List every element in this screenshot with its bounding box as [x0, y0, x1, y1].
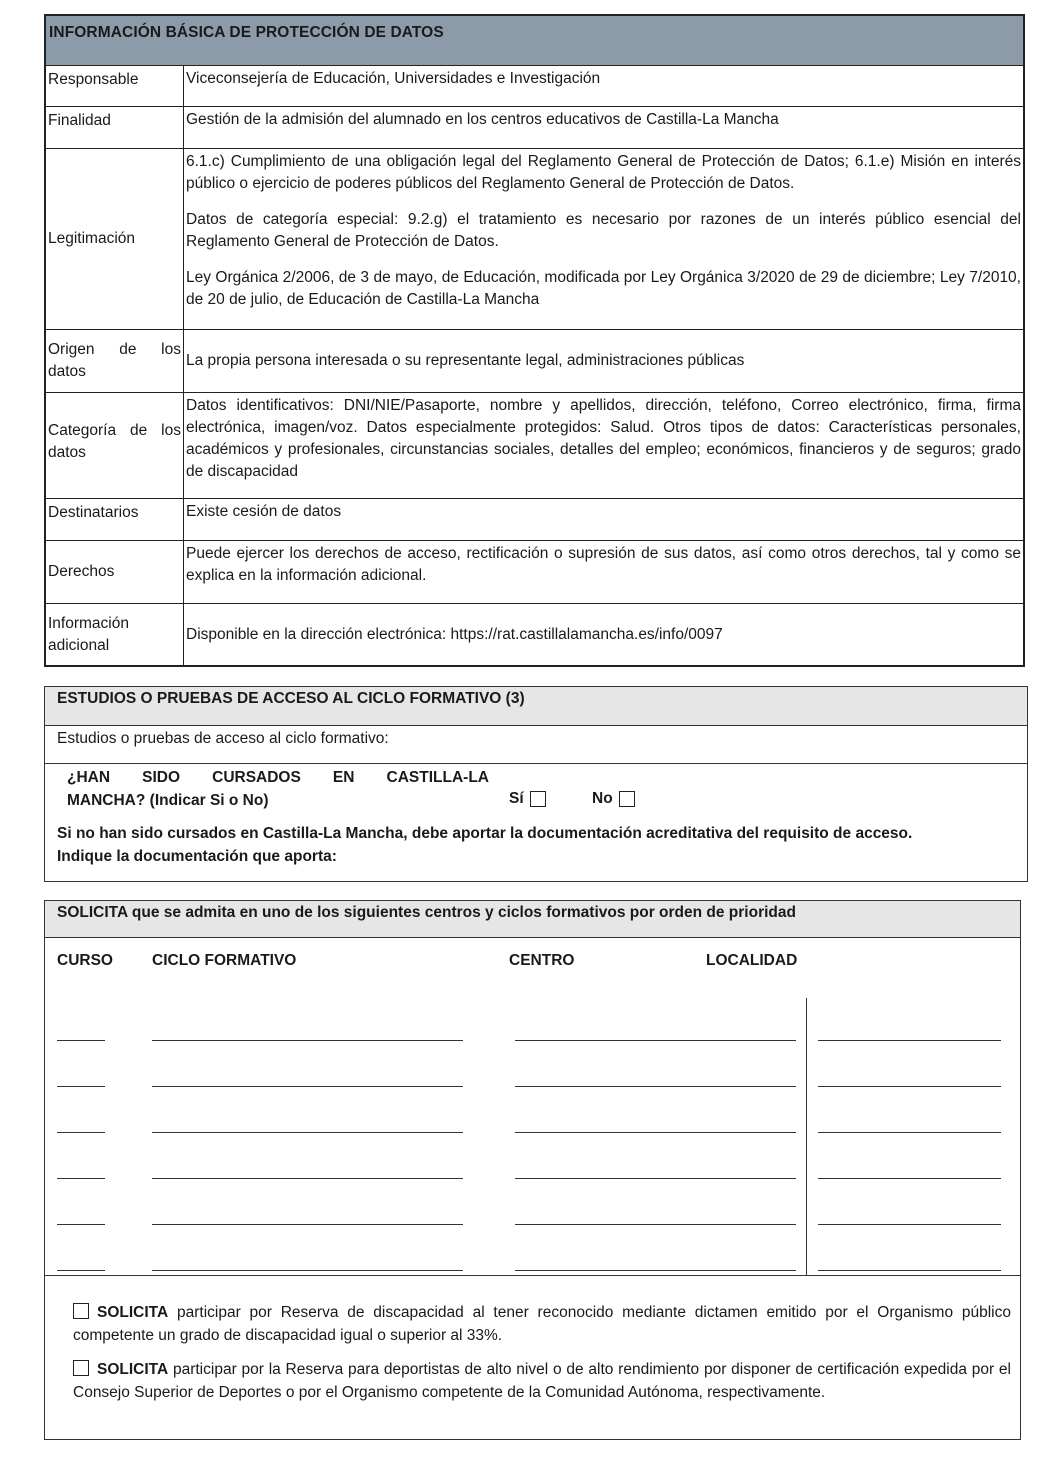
localidad-field[interactable] — [818, 1224, 1001, 1225]
responsable-value: Viceconsejería de Educación, Universidades e Investigación — [186, 70, 601, 87]
reserva-discapacidad-text: participar por Reserva de discapacidad al tener reconocido mediante dictamen emitido por el Organismo público competente un grado de discapacidad igual o superior al 33%. — [73, 1304, 1011, 1344]
reserva-discapacidad-checkbox[interactable] — [73, 1303, 89, 1319]
info-adicional-label — [46, 604, 184, 665]
reserva-discapacidad-bold: SOLICITA — [97, 1304, 169, 1321]
curso-field[interactable] — [57, 1178, 105, 1179]
localidad-field[interactable] — [818, 1040, 1001, 1041]
note-line-1: Si no han sido cursados en Castilla-La Mancha, debe aportar la documentación acreditativa del requisito de acceso. — [57, 825, 913, 842]
curso-field[interactable] — [57, 1270, 105, 1271]
reserva-deportistas — [73, 1358, 1011, 1404]
legitimacion-value — [184, 149, 1023, 329]
ciclo-field[interactable] — [152, 1040, 463, 1041]
solicita-title: SOLICITA que se admita en uno de los siguientes centros y ciclos formativos por orden de prioridad — [45, 901, 1020, 938]
categoria-label-word: de — [130, 421, 148, 439]
no-checkbox[interactable] — [619, 791, 635, 807]
documentacion-note — [57, 822, 1027, 868]
info-adicional-label-line: Información — [48, 614, 129, 632]
categoria-label-word: los — [161, 421, 181, 439]
curso-field[interactable] — [57, 1086, 105, 1087]
ciclo-field[interactable] — [152, 1224, 463, 1225]
col-curso-header: CURSO — [57, 952, 113, 969]
curso-field[interactable] — [57, 1040, 105, 1041]
legitimacion-paragraph-2: Datos de categoría especial: 9.2.g) el tratamiento es necesario por razones de un interés público esencial del Reglamento General de Protección de Datos. — [186, 211, 1021, 250]
si-option — [509, 790, 546, 808]
destinatarios-row — [46, 499, 1023, 541]
finalidad-label: Finalidad — [46, 107, 184, 148]
info-adicional-label-line: adicional — [48, 636, 110, 654]
si-label: Sí — [509, 790, 524, 807]
solicita-section — [44, 900, 1021, 1440]
centro-field[interactable] — [515, 1086, 796, 1087]
origen-label-word: los — [161, 341, 181, 358]
si-checkbox[interactable] — [530, 791, 546, 807]
no-label: No — [592, 790, 613, 807]
centro-field[interactable] — [515, 1132, 796, 1133]
responsable-row — [46, 66, 1023, 107]
data-protection-table — [44, 14, 1025, 667]
cursados-question — [67, 766, 489, 812]
priority-grid — [45, 938, 1020, 1276]
curso-field[interactable] — [57, 1132, 105, 1133]
derechos-label: Derechos — [46, 541, 184, 603]
localidad-field[interactable] — [818, 1086, 1001, 1087]
curso-field[interactable] — [57, 1224, 105, 1225]
question-word: EN — [332, 769, 355, 786]
centro-field[interactable] — [515, 1270, 796, 1271]
derechos-value: Puede ejercer los derechos de acceso, rectificación o supresión de sus datos, así como otros derechos, tal y como se explica en la información adicional. — [186, 545, 1021, 584]
reserva-deportistas-checkbox[interactable] — [73, 1360, 89, 1376]
origen-label-word: de — [119, 341, 137, 358]
reserva-discapacidad — [73, 1301, 1011, 1347]
localidad-field[interactable] — [818, 1270, 1001, 1271]
info-adicional-value: Disponible en la dirección electrónica: https://rat.castillalamancha.es/info/0097 — [186, 625, 723, 643]
question-word: CURSADOS — [212, 769, 301, 786]
reserva-deportistas-bold: SOLICITA — [97, 1361, 169, 1378]
question-line-2: MANCHA? (Indicar Si o No) — [67, 792, 269, 809]
origen-row — [46, 330, 1023, 393]
localidad-field[interactable] — [818, 1132, 1001, 1133]
question-word: CASTILLA-LA — [386, 769, 489, 786]
finalidad-value: Gestión de la admisión del alumnado en los centros educativos de Castilla-La Mancha — [186, 111, 779, 128]
col-centro-header: CENTRO — [509, 952, 575, 969]
finalidad-row — [46, 107, 1023, 149]
question-word: SIDO — [142, 769, 181, 786]
derechos-row — [46, 541, 1023, 604]
responsable-label: Responsable — [46, 66, 184, 106]
estudios-section — [44, 686, 1028, 882]
categoria-label — [46, 393, 184, 498]
legitimacion-label: Legitimación — [46, 149, 184, 329]
categoria-row — [46, 393, 1023, 499]
origen-label-word: datos — [48, 363, 86, 380]
note-line-2: Indique la documentación que aporta: — [57, 848, 337, 865]
estudios-subtitle: Estudios o pruebas de acceso al ciclo formativo: — [45, 726, 1027, 764]
categoria-label-word: Categoría — [48, 421, 117, 439]
col-ciclo-header: CICLO FORMATIVO — [152, 952, 297, 969]
localidad-field[interactable] — [818, 1178, 1001, 1179]
ciclo-field[interactable] — [152, 1178, 463, 1179]
centro-field[interactable] — [515, 1224, 796, 1225]
ciclo-field[interactable] — [152, 1270, 463, 1271]
question-word: ¿HAN — [67, 769, 111, 786]
col-localidad-header: LOCALIDAD — [706, 952, 798, 969]
categoria-value: Datos identificativos: DNI/NIE/Pasaporte, nombre y apellidos, dirección, teléfono, Correo electrónico, firma, firma electrónica, imagen/voz. Datos especialmente protegidos: Salud. Otros tipos de datos: Características personales, académicos y profesionales, circunstancias sociales, detalles del empleo; económicos, financieros y de seguros; grado de discapacidad — [186, 397, 1021, 480]
info-adicional-row — [46, 604, 1023, 665]
destinatarios-label: Destinatarios — [46, 499, 184, 540]
origen-value: La propia persona interesada o su representante legal, administraciones públicas — [186, 352, 745, 369]
no-option — [592, 790, 635, 808]
legitimacion-paragraph-3: Ley Orgánica 2/2006, de 3 de mayo, de Educación, modificada por Ley Orgánica 3/2020 de 29 de diciembre; Ley 7/2010, de 20 de julio, de Educación de Castilla-La Mancha — [186, 269, 1021, 308]
origen-label-word: Origen — [48, 341, 95, 358]
destinatarios-value: Existe cesión de datos — [186, 503, 342, 520]
reserva-deportistas-text: participar por la Reserva para deportistas de alto nivel o de alto rendimiento por disponer de certificación expedida por el Consejo Superior de Deportes o por el Organismo competente de la Comunidad Autónoma, respectivamente. — [73, 1361, 1011, 1401]
estudios-title: ESTUDIOS O PRUEBAS DE ACCESO AL CICLO FORMATIVO (3) — [45, 687, 1027, 726]
ciclo-field[interactable] — [152, 1132, 463, 1133]
centro-field[interactable] — [515, 1178, 796, 1179]
estudios-body — [45, 764, 1027, 881]
legitimacion-paragraph-1: 6.1.c) Cumplimiento de una obligación legal del Reglamento General de Protección de Datos; 6.1.e) Misión en interés público o ejercicio de poderes públicos del Reglamento General de Protección de Datos. — [186, 153, 1021, 192]
centro-field[interactable] — [515, 1040, 796, 1041]
categoria-label-word: datos — [48, 443, 86, 461]
origen-label — [46, 330, 184, 392]
data-protection-title: INFORMACIÓN BÁSICA DE PROTECCIÓN DE DATOS — [46, 16, 1023, 66]
legitimacion-row — [46, 149, 1023, 330]
ciclo-field[interactable] — [152, 1086, 463, 1087]
column-divider — [806, 998, 807, 1276]
